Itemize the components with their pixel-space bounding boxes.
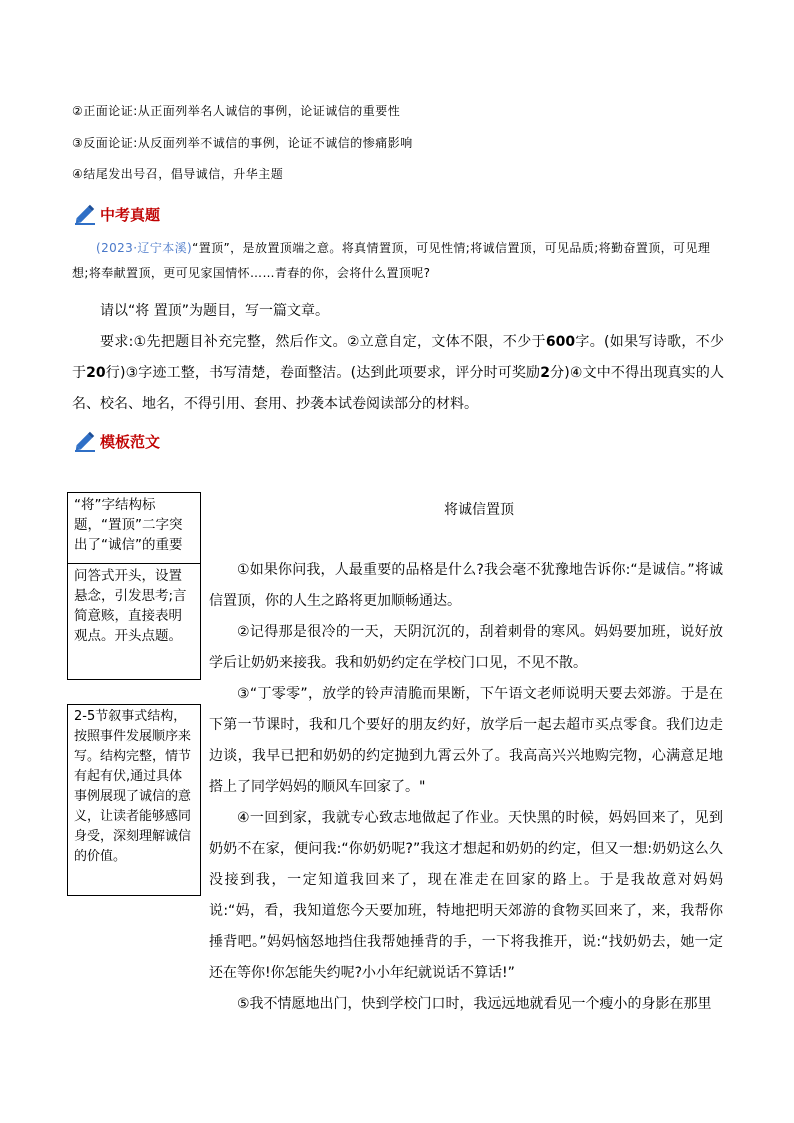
req-mid2: 行)③字迹工整，书写清楚，卷面整洁。(达到此项要求，评分时可奖励 <box>105 365 541 381</box>
outline-line-2: ②正面论证:从正面列举名人诚信的事例，论证诚信的重要性 <box>72 104 401 118</box>
essay-title: 将诚信置顶 <box>444 502 514 518</box>
side-note-title: “将”字结构标题，“置顶”二字突出了“诚信”的重要 <box>67 492 201 564</box>
req-num-words: 600 <box>545 334 576 350</box>
exam-requirements <box>72 327 724 420</box>
outline-line-3: ③反面论证:从反面列举不诚信的事例，论证不诚信的惨痛影响 <box>72 136 413 150</box>
pencil-icon <box>72 201 98 227</box>
essay-body <box>209 555 723 1020</box>
side-note-structure: 2-5节叙事式结构，按照事件发展顺序来写。结构完整，情节有起有伏,通过具体事例展现了诚信的意义，让读者能够感同身受，深刻理解诚信的价值。 <box>67 704 201 896</box>
section-title: 中考真题 <box>100 205 161 224</box>
pencil-icon <box>72 428 98 454</box>
side-note-opening: 问答式开头，设置悬念，引发思考;言简意赅，直接表明观点。开头点题。 <box>67 563 201 680</box>
exam-instruction: 请以“将 置顶”为题目，写一篇文章。 <box>100 303 329 319</box>
section-heading-exam <box>72 201 160 227</box>
req-prefix: 要求:①先把题目补充完整，然后作文。②立意自定，文体不限，不少于 <box>100 334 546 350</box>
exam-prompt-text: “置顶”，是放置顶端之意。将真情置顶，可见性情;将诚信置顶，可见品质;将勤奋置顶，可见理想;将奉献置顶，更可见家国情怀……青春的你，会将什么置顶呢? <box>72 241 711 280</box>
section-title: 模板范文 <box>100 432 161 451</box>
exam-source: (2023·辽宁本溪) <box>96 241 193 255</box>
essay-paragraph: ④一回到家，我就专心致志地做起了作业。天快黑的时候，妈妈回来了，见到奶奶不在家，便问我:“你奶奶呢?”我这才想起和奶奶的约定，但又一想:奶奶这么久没接到我，一定知道我回来了，现在准走在回家的路上。于是我故意对妈妈说:“妈，看，我知道您今天要加班，特地把明天郊游的食物买回来了，来，我帮你捶背吧。”妈妈恼怒地挡住我帮她捶背的手，一下将我推开，说:“找奶奶去，她一定还在等你!你怎能失约呢?小小年纪就说话不算话!” <box>209 810 723 981</box>
essay-paragraph: ②记得那是很冷的一天，天阴沉沉的，刮着刺骨的寒风。妈妈要加班，说好放学后让奶奶来接我。我和奶奶约定在学校门口见，不见不散。 <box>209 624 723 671</box>
essay-paragraph: ⑤我不情愿地出门，快到学校门口时，我远远地就看见一个瘦小的身影在那里 <box>237 996 712 1012</box>
req-suffix: 分)④文中不得出现真实的人名、校名、地名，不得引用、套用、抄袭本试卷阅读部分的材料。 <box>72 365 724 412</box>
req-mid1: 字。(如果写诗歌，不少于 <box>72 334 724 381</box>
section-heading-model <box>72 428 160 454</box>
essay-paragraph: ③“丁零零”，放学的铃声清脆而果断，下午语文老师说明天要去郊游。于是在下第一节课时，我和几个要好的朋友约好，放学后一起去超市买点零食。我们边走边谈，我早已把和奶奶的约定抛到九霄云外了。我高高兴兴地购完物，心满意足地搭上了同学妈妈的顺风车回家了。" <box>209 686 723 795</box>
exam-prompt <box>72 236 722 286</box>
req-num-points: 2 <box>540 365 550 381</box>
req-num-lines: 20 <box>86 365 106 381</box>
essay-paragraph: ①如果你问我，人最重要的品格是什么?我会毫不犹豫地告诉你:“是诚信。”将诚信置顶，你的人生之路将更加顺畅通达。 <box>209 562 723 609</box>
outline-line-4: ④结尾发出号召，倡导诚信，升华主题 <box>72 167 284 181</box>
